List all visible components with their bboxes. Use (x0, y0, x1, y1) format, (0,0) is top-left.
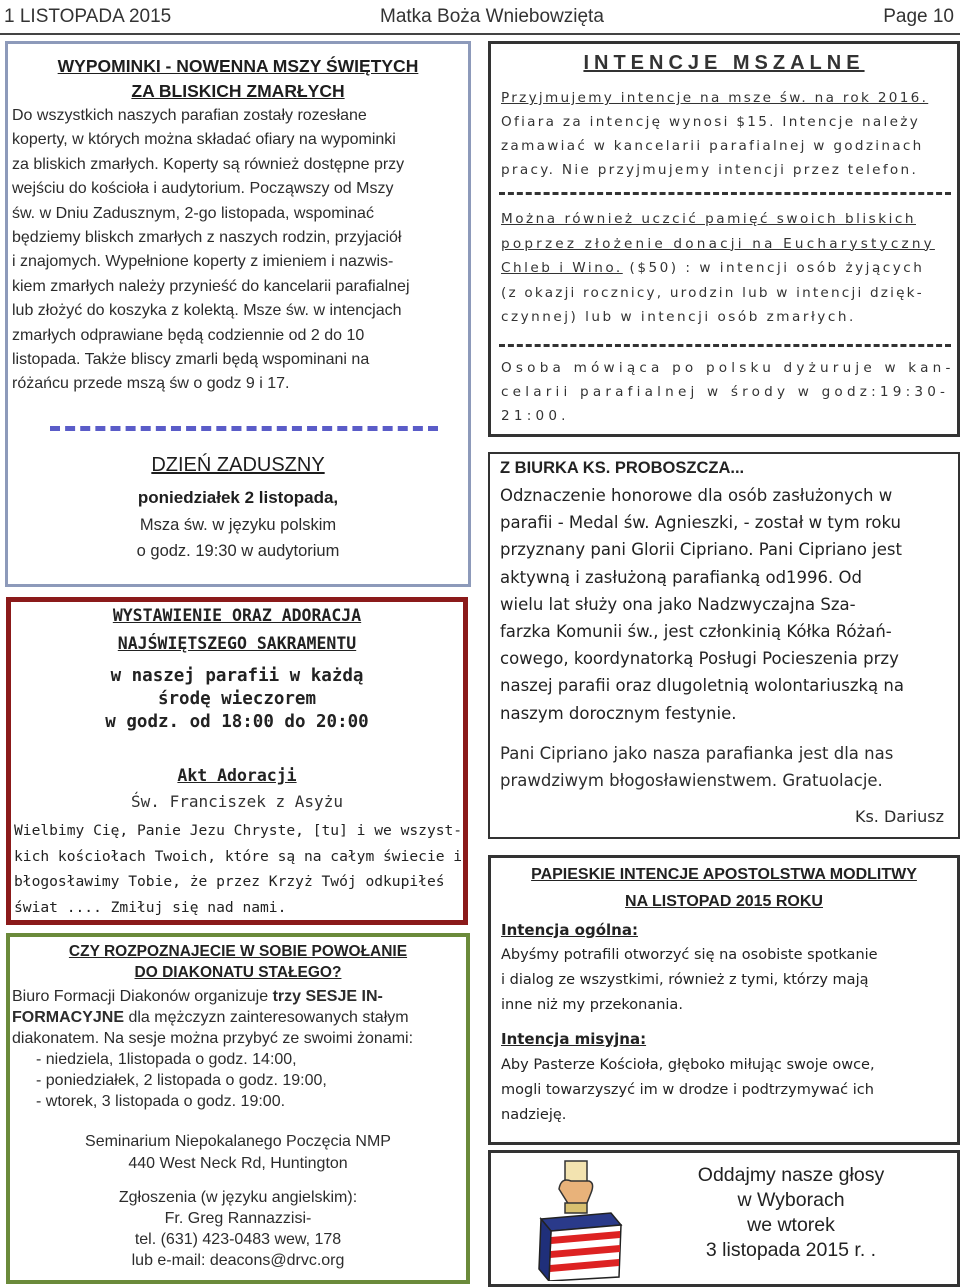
biurko-line: naszej parafii oraz dlugoletnią wolontariuszką na (500, 676, 904, 696)
akt-adoracji-title: Akt Adoracji (177, 766, 297, 785)
diakonat-intro-1a: Biuro Formacji Diakonów organizuje (12, 988, 273, 1005)
ballot-box-icon (535, 1159, 625, 1281)
intencje-text (501, 86, 951, 182)
biurko-title: Z BIURKA KS. PROBOSZCZA... (500, 459, 745, 477)
wybory-line-4: 3 listopada 2015 r. . (705, 1239, 877, 1261)
donation-text (501, 207, 951, 330)
wypominki-title-1: WYPOMINKI - NOWENNA MSZY ŚWIĘTYCH (57, 56, 419, 76)
intencje-line-1: Przyjmujemy intencje na msze św. na rok 2016. (501, 90, 929, 106)
donation-line-4: (z okazji rocznicy, urodzin lub w intencji dzięk- (501, 284, 924, 301)
biurko-line: farzka Komunii św., jest członkinią Kółka Różań- (500, 622, 892, 642)
wypominki-box (5, 41, 471, 587)
prayer-line: kich kościołach Twoich, które są na całym świecie i (14, 847, 463, 865)
biurko-line: parafii - Medal św. Agnieszki, - został w tym roku (500, 513, 901, 533)
intencja-misyjna-label: Intencja misyjna: (501, 1030, 647, 1048)
biurko-closing-1: Pani Cipriano jako nasza parafianka jest dla nas (500, 744, 894, 763)
session-date: - niedziela, 1listopada o godz. 14:00, (36, 1051, 297, 1068)
prayer-line: błogosławimy Tobie, że przez Krzyż Twój odkupiłeś (14, 873, 445, 890)
contact-line-1: Zgłoszenia (w języku angielskim): (118, 1189, 358, 1206)
wybory-line-1: Oddajmy nasze głosy (697, 1164, 885, 1186)
zaduszny-mass: Msza św. w języku polskim (139, 516, 337, 534)
sleeve (565, 1203, 587, 1213)
diakonat-box (6, 933, 470, 1284)
office-hours-text (501, 356, 955, 428)
adoracja-when-2: środę wieczorem (157, 689, 317, 709)
intencja-ogolna-line: inne niż my przekonania. (501, 997, 683, 1013)
zaduszny-time: o godz. 19:30 w audytorium (136, 542, 340, 560)
signature: Ks. Dariusz (854, 807, 944, 826)
papieskie-box (488, 855, 960, 1145)
intencje-line-4: pracy. Nie przyjmujemy intencji przez telefon. (501, 162, 919, 178)
donation-line-3 (501, 256, 951, 281)
dashed-divider (50, 426, 438, 431)
parish-name: Matka Boża Wniebowzięta (380, 6, 604, 27)
wypominki-line: Do wszystkich naszych parafian zostały rozesłane (12, 107, 367, 124)
dashed-divider (499, 192, 951, 195)
wypominki-line: i znajomych. Wypełnione koperty z imieniem i nazwis- (12, 253, 394, 271)
seminary-address: 440 West Neck Rd, Huntington (128, 1155, 348, 1172)
wybory-line-2: w Wyborach (737, 1189, 845, 1211)
intencja-ogolna-line: Abyśmy potrafili otworzyć się na osobiste spotkanie (501, 947, 878, 963)
intencje-line-3: zamawiać w kancelarii parafialnej w godzinach (501, 138, 924, 154)
donation-amount: ($50) : w intencji osób żyjących (622, 260, 925, 276)
prayer-line: Wielbimy Cię, Panie Jezu Chryste, [tu] i we wszyst- (14, 822, 463, 839)
wypominki-line: wejściu do kościoła i audytorium. Począwszy od Mszy (12, 180, 394, 198)
diakonat-intro-line-3: diakonatem. Na sesje można przybyć ze swoimi żonami: (12, 1030, 414, 1047)
biurko-line: naszym dorocznym festynie. (500, 703, 737, 723)
biurko-closing-2: prawdziwym błogosławienstwem. Gratuolacje. (500, 771, 883, 790)
donation-line-1: Można również uczcić pamięć swoich bliskich (501, 211, 916, 227)
wypominki-line: różańcu przede mszą św o godz 9 i 17. (12, 375, 290, 393)
office-hours-line-1: Osoba mówiąca po polsku dyżuruje w kan- (501, 360, 955, 376)
prayer-text (14, 818, 463, 920)
diakonat-title-1: CZY ROZPOZNAJECIE W SOBIE POWOŁANIE (68, 943, 408, 960)
donation-line-2: poprzez złożenie donacji na Eucharystyczny (501, 235, 935, 252)
wybory-line-3: we wtorek (747, 1214, 835, 1236)
diakonat-intro-1b: trzy SESJE IN- (272, 988, 383, 1005)
adoracja-title-1: WYSTAWIENIE ORAZ ADORACJA (112, 606, 362, 625)
wypominki-line: kiem zmarłych należy przynieść do kancelarii parafialnej (12, 277, 410, 295)
diakonat-intro-2b: dla mężczyzn zainteresowanych stałym (124, 1009, 409, 1026)
prayer-author: Św. Franciszek z Asyżu (131, 792, 343, 811)
biurko-line: wielu lat służy ona jako Nadzwyczajna Sza- (500, 594, 856, 614)
biurko-line: przyznany pani Glorii Cipriano. Pani Cipriano jest (500, 540, 902, 560)
session-dates (36, 1049, 456, 1112)
header-rule (0, 33, 960, 35)
biurko-line: cowego, koordynatorką Posługi Pocieszenia przy (500, 649, 899, 669)
issue-date: 1 LISTOPADA 2015 (4, 6, 172, 27)
wypominki-line: za bliskich zmarłych. Koperty są również dostępne przy (12, 155, 405, 173)
wypominki-title-2: ZA BLISKICH ZMARŁYCH (131, 81, 345, 101)
zaduszny-day: poniedziałek 2 listopada, (137, 488, 339, 507)
intencje-title: INTENCJE MSZALNE (583, 52, 865, 74)
wypominki-line: listopada. Także bliscy zmarli będą wspominani na (12, 351, 370, 369)
adoracja-title-2: NAJŚWIĘTSZEGO SAKRAMENTU (117, 634, 357, 653)
seminary-name: Seminarium Niepokalanego Poczęcia NMP (85, 1133, 391, 1150)
box-side (539, 1219, 551, 1281)
intencja-ogolna-text (501, 943, 951, 1018)
office-hours-line-2: celarii parafialnej w środy w godz:19:30- (501, 384, 950, 400)
wypominki-line: św. w Dniu Zadusznym, 2-go listopada, wspominać (12, 204, 374, 222)
wypominki-body (12, 104, 464, 397)
wypominki-line: będziemy bliskch zmarłych z naszych rodzin, przyjaciół (12, 229, 402, 247)
intencja-misyjna-line: Aby Pasterze Kościoła, głęboko miłując swoje owce, (501, 1057, 875, 1073)
diakonat-intro-line-2 (12, 1007, 464, 1028)
intencje-box (488, 41, 960, 437)
intencja-ogolna-label: Intencja ogólna: (501, 921, 638, 939)
biurko-box (488, 452, 960, 839)
intencja-ogolna-line: i dialog ze wszystkimi, również z tymi, którzy mają (501, 972, 869, 988)
contact-email[interactable]: lub e-mail: deacons@drvc.org (131, 1252, 345, 1269)
office-hours-line-3: 21:00. (501, 408, 570, 424)
intencja-misyjna-text (501, 1053, 951, 1128)
contact-phone: tel. (631) 423-0483 wew, 178 (134, 1231, 342, 1248)
biurko-line: Odznaczenie honorowe dla osób zasłużonych w (500, 486, 893, 505)
papieskie-title-2: NA LISTOPAD 2015 ROKU (625, 893, 823, 910)
dashed-divider (499, 344, 951, 347)
papieskie-title-1: PAPIESKIE INTENCJE APOSTOLSTWA MODLITWY (531, 866, 917, 883)
wybory-box (488, 1150, 960, 1287)
adoracja-when-1: w naszej parafii w każdą (110, 666, 364, 686)
diakonat-intro-line-1 (12, 986, 464, 1007)
diakonat-intro (12, 986, 464, 1049)
diakonat-title-2: DO DIAKONATU STAŁEGO? (134, 964, 342, 981)
wypominki-line: zmarłych odprawiane będą codziennie od 2 do 10 (12, 326, 365, 344)
biurko-line: aktywną i zasłużoną parafianką od1996. Od (500, 567, 862, 587)
donation-line-5: czynnej) lub w intencji osób zmarłych. (501, 309, 856, 325)
biurko-body (500, 482, 952, 727)
chleb-i-wino: Chleb i Wino. (501, 260, 623, 276)
contact-line-2: Fr. Greg Rannazzisi- (164, 1210, 312, 1227)
session-date: - wtorek, 3 listopada o godz. 19:00. (36, 1093, 286, 1110)
intencja-misyjna-line: mogli towarzyszyć im w drodze i podtrzymywać ich (501, 1082, 874, 1098)
intencja-misyjna-line: nadzieję. (501, 1107, 567, 1123)
session-date: - poniedziałek, 2 listopada o godz. 19:00, (36, 1072, 327, 1089)
adoracja-when-3: w godz. od 18:00 do 20:00 (105, 712, 369, 732)
page-number: Page 10 (883, 6, 954, 27)
zaduszny-title: DZIEŃ ZADUSZNY (151, 454, 325, 476)
wypominki-line: lub złożyć do koszyka z kolektą. Msze św. w intencjach (12, 302, 402, 320)
intencje-line-2: Ofiara za intencję wynosi $15. Intencje należy (501, 114, 921, 130)
prayer-line: świat .... Zmiłuj się nad nami. (14, 898, 287, 916)
biurko-closing (500, 740, 952, 794)
adoracja-box (6, 597, 468, 925)
wybory-text (641, 1163, 941, 1263)
wypominki-line: koperty, w których można składać ofiary na wypominki (12, 131, 396, 149)
diakonat-intro-2a: FORMACYJNE (12, 1009, 125, 1026)
